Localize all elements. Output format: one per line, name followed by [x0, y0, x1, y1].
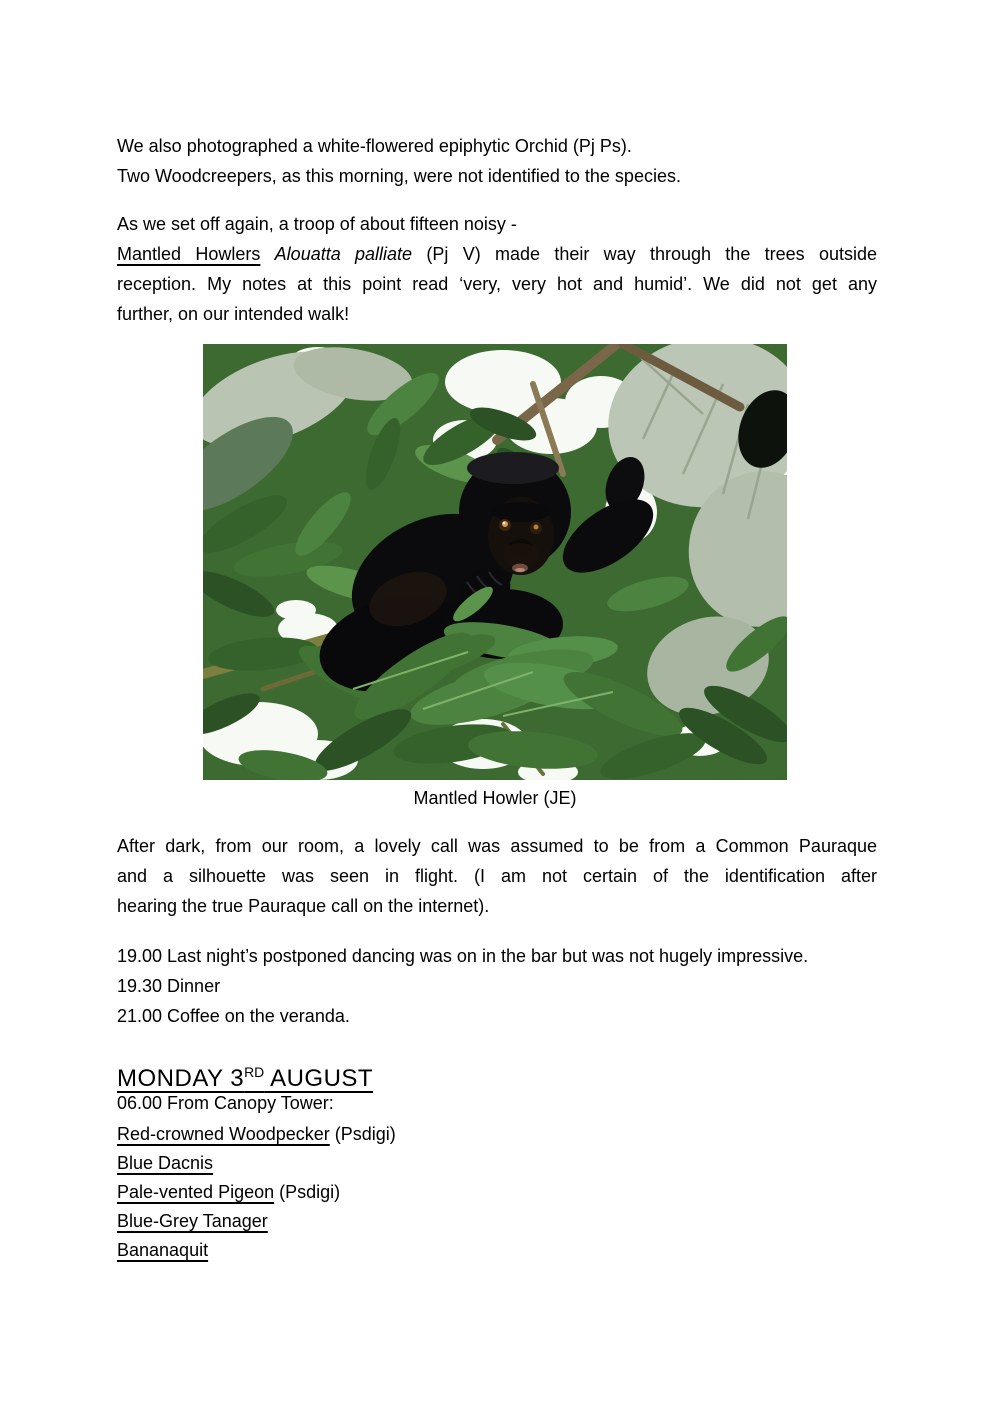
text-line: After dark, from our room, a lovely call was assumed to be from a Common Pauraque	[117, 836, 877, 856]
sightings-list	[117, 1120, 877, 1265]
schedule-line: 19.00 Last night’s postponed dancing was on in the bar but was not hugely impressive.	[117, 946, 809, 966]
sighting-row	[117, 1120, 877, 1149]
monday-subheading: 06.00 From Canopy Tower:	[117, 1093, 334, 1113]
text-line	[117, 239, 877, 269]
sighting-note: (Psdigi)	[274, 1182, 341, 1202]
species-latin-name: Alouatta palliate	[274, 244, 413, 264]
sighting-row	[117, 1149, 877, 1178]
sighting-name: Blue-Grey Tanager	[117, 1211, 268, 1231]
howler-photo-illustration	[203, 344, 787, 780]
text-line: As we set off again, a troop of about fifteen noisy -	[117, 214, 517, 234]
howler-paragraph	[117, 209, 877, 329]
intro-paragraph	[117, 131, 877, 191]
schedule-line: 19.30 Dinner	[117, 976, 221, 996]
text-line: Two Woodcreepers, as this morning, were not identified to the species.	[117, 166, 681, 186]
species-common-name: Mantled Howlers	[117, 244, 261, 264]
text-line: We also photographed a white-flowered epiphytic Orchid (Pj Ps).	[117, 136, 632, 156]
heading-prefix: MONDAY 3	[117, 1065, 245, 1092]
sighting-row	[117, 1178, 877, 1207]
sighting-name: Red-crowned Woodpecker	[117, 1124, 330, 1144]
sighting-name: Blue Dacnis	[117, 1153, 214, 1173]
schedule-line: 21.00 Coffee on the veranda.	[117, 1006, 350, 1026]
heading-ordinal: RD	[244, 1064, 265, 1080]
sighting-row	[117, 1236, 877, 1265]
evening-schedule	[117, 941, 877, 1031]
pauraque-paragraph	[117, 831, 877, 921]
howler-photo	[203, 344, 787, 780]
text-line: further, on our intended walk!	[117, 304, 350, 324]
heading-suffix: AUGUST	[264, 1065, 374, 1092]
sighting-note: (Psdigi)	[329, 1124, 396, 1144]
text-line: and a silhouette was seen in flight. (I am not certain of the identification after	[117, 866, 877, 886]
text-segment: (Pj V) made their way through the trees outside	[426, 244, 877, 264]
text-line: hearing the true Pauraque call on the internet).	[117, 896, 490, 916]
sighting-name: Bananaquit	[117, 1240, 209, 1260]
sighting-name: Pale-vented Pigeon	[117, 1182, 275, 1202]
photo-caption: Mantled Howler (JE)	[413, 788, 577, 808]
text-line: reception. My notes at this point read ‘very, very hot and humid’. We did not get any	[117, 274, 877, 294]
sighting-row	[117, 1207, 877, 1236]
